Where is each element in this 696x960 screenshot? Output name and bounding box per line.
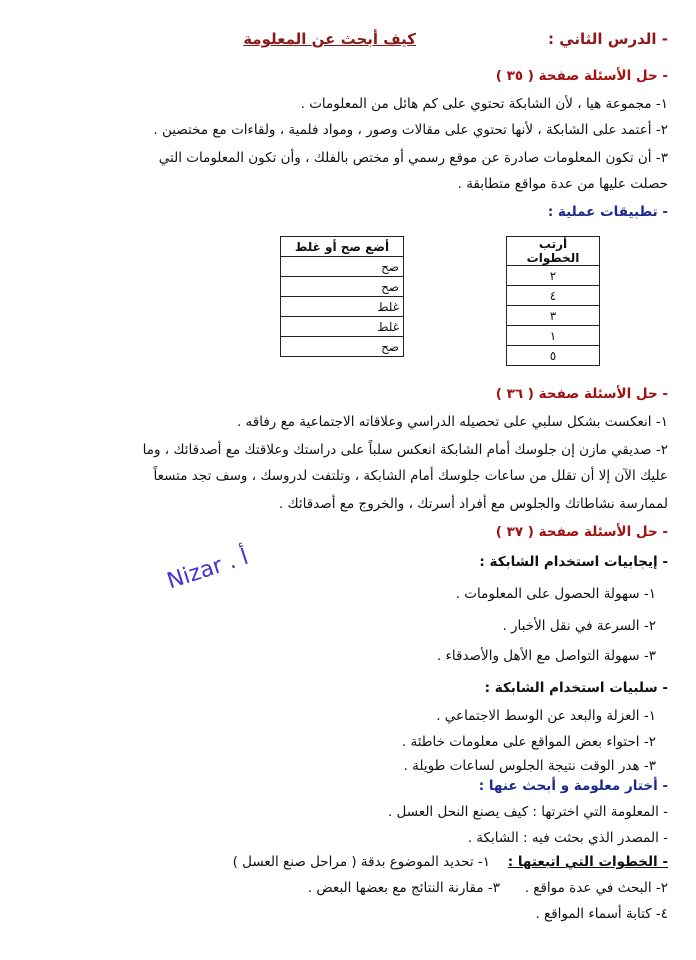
true-false-cell: صح [281,277,404,297]
negative-item: ٣- هدر الوقت نتيجة الجلوس لساعات طويلة . [403,758,656,774]
order-step-cell: ١ [507,326,600,346]
true-false-cell: صح [281,257,404,277]
step-1: ١- تحديد الموضوع بدقة ( مراحل صنع العسل ) [232,854,490,870]
step-2: ٢- البحث في عدة مواقع . [524,880,668,896]
steps-label: - الخطوات التي اتبعتها : [507,854,668,870]
positive-item: ١- سهولة الحصول على المعلومات . [455,586,656,602]
answer-36-1: ١- انعكست بشكل سلبي على تحصيله الدراسي وعلاقاته الاجتماعية مع رفاقه . [236,414,668,430]
order-step-cell: ٢ [507,266,600,286]
section-37-heading: - حل الأسئلة صفحة ( ٣٧ ) [495,524,668,540]
section-35-heading: - حل الأسئلة صفحة ( ٣٥ ) [495,68,668,84]
true-false-header: أضع صح أو غلط [281,237,404,257]
info-source: - المصدر الذي بحثت فيه : الشابكة . [467,830,668,846]
step-4: ٤- كتابة أسماء المواقع . [535,906,668,922]
choose-info-heading: - أختار معلومة و أبحث عنها : [478,778,668,794]
practice-heading: - تطبيقات عملية : [547,204,668,220]
topic-title: كيف أبحث عن المعلومة [243,30,416,48]
step-3: ٣- مقارنة النتائج مع بعضها البعض . [307,880,500,896]
negatives-heading: - سلبيات استخدام الشابكة : [484,680,668,696]
order-steps-header: أرتب الخطوات [507,237,600,266]
answer-36-2-line3: لممارسة نشاطاتك والجلوس مع أفراد أسرتك ، والخروج مع أصدقائك . [278,496,668,512]
answer-36-2-line2: عليك الآن إلا أن تقلل من ساعات جلوسك أمام الشابكة ، وتلتفت لدروسك ، وسف تجد متسعاً [153,468,668,484]
order-steps-table [506,236,600,366]
order-step-cell: ٣ [507,306,600,326]
positive-item: ٣- سهولة التواصل مع الأهل والأصدقاء . [436,648,656,664]
true-false-cell: صح [281,337,404,357]
true-false-table [280,236,404,357]
section-36-heading: - حل الأسئلة صفحة ( ٣٦ ) [495,386,668,402]
answer-35-3-line2: حصلت عليها من عدة مواقع متطابقة . [457,176,668,192]
answer-36-2-line1: ٢- صديقي مازن إن جلوسك أمام الشابكة انعكس سلباً على دراستك وعلاقتك مع أصدقائك ، وما [142,442,668,458]
answer-35-1: ١- مجموعة هيا ، لأن الشابكة تحتوي على كم هائل من المعلومات . [300,96,668,112]
chosen-info: - المعلومة التي اخترتها : كيف يصنع النحل العسل . [387,804,668,820]
positives-heading: - إيجابيات استخدام الشابكة : [479,554,668,570]
positive-item: ٢- السرعة في نقل الأخبار . [502,618,656,634]
order-step-cell: ٤ [507,286,600,306]
true-false-cell: غلط [281,297,404,317]
answer-35-2: ٢- أعتمد على الشابكة ، لأنها تحتوي على مقالات وصور ، ومواد فلمية ، ولقاءات مع مختصين . [153,122,668,138]
negative-item: ١- العزلة والبعد عن الوسط الاجتماعي . [436,708,656,724]
negative-item: ٢- احتواء بعض المواقع على معلومات خاطئة . [401,734,656,750]
answer-35-3-line1: ٣- أن تكون المعلومات صادرة عن موقع رسمي أو مختص بالفلك ، وأن تكون المعلومات التي [158,150,668,166]
lesson-title: - الدرس الثاني : [548,30,668,48]
true-false-cell: غلط [281,317,404,337]
signature-watermark: Nizar . أ [164,544,252,595]
order-step-cell: ٥ [507,346,600,366]
